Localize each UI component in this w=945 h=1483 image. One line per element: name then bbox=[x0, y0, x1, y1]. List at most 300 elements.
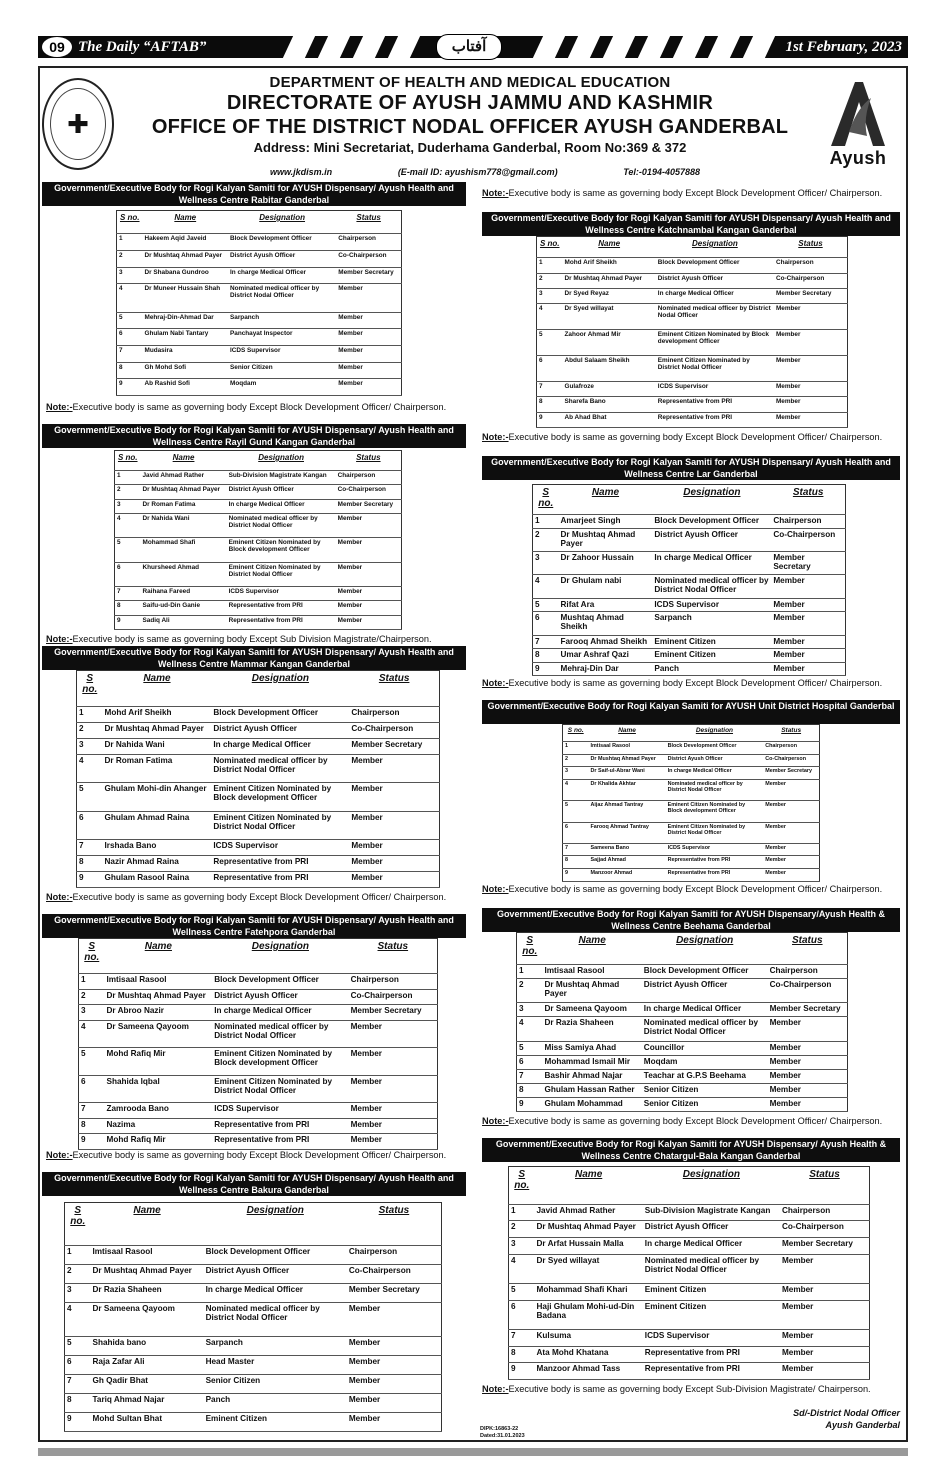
cell-designation: Eminent Citizen Nominated by Block development Officer bbox=[212, 1048, 348, 1075]
table-row bbox=[509, 1346, 870, 1363]
cell-status: Co-Chairperson bbox=[347, 1265, 442, 1284]
cell-designation: Panch bbox=[204, 1393, 347, 1412]
table-row bbox=[517, 1097, 848, 1111]
cell-status: Member Secretary bbox=[349, 739, 439, 755]
cell-designation: Sub-Division Magistrate Kangan bbox=[227, 471, 336, 485]
cell-name: Dr Sameena Qayoom bbox=[91, 1303, 204, 1336]
cell-sno: 8 bbox=[79, 1118, 105, 1134]
cell-status: Member bbox=[780, 1300, 870, 1329]
cell-status: Member bbox=[336, 362, 401, 379]
cell-status: Chairperson bbox=[336, 471, 402, 485]
cell-status: Member bbox=[771, 612, 845, 635]
cell-name: Dr Mushtaq Ahmad Payer bbox=[103, 723, 212, 739]
cell-status: Member bbox=[768, 1055, 848, 1069]
table-row bbox=[517, 1083, 848, 1097]
cell-name: Manzoor Ahmad Tass bbox=[535, 1363, 643, 1380]
cell-name: Sharefa Bano bbox=[563, 397, 656, 412]
cell-status: Member bbox=[780, 1329, 870, 1346]
table-row bbox=[77, 871, 440, 887]
cell-designation: District Ayush Officer bbox=[227, 485, 336, 499]
cell-designation: Eminent Citizen Nominated by Block development Officer bbox=[656, 330, 774, 356]
cell-name: Farooq Ahmad Tantray bbox=[589, 822, 666, 843]
cell-name: Hakeem Aqid Javeid bbox=[143, 234, 229, 251]
cell-name: Aijaz Ahmad Tantray bbox=[589, 801, 666, 822]
column-designation: Designation bbox=[666, 725, 764, 742]
cell-designation: Eminent Citizen Nominated by Block development Officer bbox=[211, 783, 349, 811]
cell-status: Member bbox=[768, 1017, 848, 1042]
table-row bbox=[65, 1284, 442, 1303]
cell-name: Dr Mushtaq Ahmad Payer bbox=[559, 528, 653, 551]
cell-status: Member bbox=[336, 538, 402, 562]
dipr-number: DIPK:16863-22 bbox=[480, 1426, 519, 1432]
cell-name: Mehraj-Din Dar bbox=[559, 662, 653, 675]
table-row bbox=[115, 485, 402, 499]
cell-name: Imtisaal Rasool bbox=[105, 974, 213, 990]
cell-designation: Eminent Citizen Nominated by District Nodal Officer bbox=[666, 822, 764, 843]
cell-name: Dr Mushtaq Ahmad Payer bbox=[105, 989, 213, 1005]
note-label: Note:- bbox=[482, 1384, 509, 1394]
cell-designation: Representative from PRI bbox=[666, 869, 764, 882]
cell-designation: In charge Medical Officer bbox=[204, 1284, 347, 1303]
cell-name: Dr Mushtaq Ahmad Payer bbox=[143, 250, 229, 267]
table-row bbox=[117, 312, 402, 329]
column-name: Name bbox=[559, 485, 653, 515]
cell-sno: 2 bbox=[115, 485, 141, 499]
cell-sno: 7 bbox=[533, 635, 559, 648]
cell-name: Sadiq Ali bbox=[141, 615, 227, 629]
cell-designation: Block Development Officer bbox=[666, 741, 764, 754]
cell-sno: 2 bbox=[537, 273, 563, 288]
cell-name: Mushtaq Ahmad Sheikh bbox=[559, 612, 653, 635]
note-body: Executive body is same as governing body Except Block Development Officer/ Chairperson. bbox=[508, 678, 883, 688]
cell-name: Zahoor Ahmad Mir bbox=[563, 330, 656, 356]
cell-name: Mohd Rafiq Mir bbox=[105, 1134, 213, 1150]
cell-sno: 2 bbox=[533, 528, 559, 551]
cell-name: Mohd Sultan Bhat bbox=[91, 1412, 204, 1431]
table-row bbox=[563, 869, 820, 882]
cell-sno: 1 bbox=[537, 258, 563, 273]
cell-designation: In charge Medical Officer bbox=[228, 267, 336, 284]
cell-designation: Eminent Citizen Nominated by Block development Officer bbox=[666, 801, 764, 822]
column-sno: S no. bbox=[79, 939, 105, 974]
cell-designation: Teachar at G.P.S Beehama bbox=[642, 1069, 768, 1083]
table-row bbox=[537, 330, 848, 356]
cell-name: Javid Ahmad Rather bbox=[535, 1204, 643, 1221]
cell-status: Co-Chairperson bbox=[771, 528, 845, 551]
column-sno: S no. bbox=[509, 1167, 535, 1205]
header-block bbox=[120, 74, 820, 155]
cell-designation: Eminent Citizen Nominated by District Nodal Officer bbox=[227, 562, 336, 586]
cell-status: Member bbox=[336, 587, 402, 601]
note-body: Executive body is same as governing body Except Block Development Officer/ Chairperson. bbox=[508, 884, 883, 894]
column-designation: Designation bbox=[643, 1167, 780, 1205]
email: (E-mail ID: ayushism778@gmail.com) bbox=[397, 167, 558, 177]
cell-name: Dr Razia Shaheen bbox=[91, 1284, 204, 1303]
cell-designation: Nominated medical officer by District Nodal Officer bbox=[643, 1254, 780, 1283]
cell-status: Member bbox=[780, 1254, 870, 1283]
note-body: Executive body is same as governing body Except Sub Division Magistrate/Chairperson. bbox=[72, 634, 432, 644]
table-row bbox=[117, 267, 402, 284]
masthead-stripe bbox=[603, 36, 635, 58]
note-text bbox=[46, 402, 466, 413]
table-header-row bbox=[537, 237, 848, 258]
newspaper-masthead bbox=[38, 36, 908, 58]
cell-status: Co-Chairperson bbox=[349, 989, 438, 1005]
cell-name: Dr Mushtaq Ahmad Payer bbox=[91, 1265, 204, 1284]
section-title: Government/Executive Body for Rogi Kalyan Samiti for AYUSH Unit District Hospital Ganderbal bbox=[482, 700, 900, 724]
cell-designation: District Ayush Officer bbox=[211, 723, 349, 739]
note-text bbox=[46, 892, 466, 903]
cell-status: Member Secretary bbox=[768, 1003, 848, 1017]
cell-designation: Nominated medical officer by District Nodal Officer bbox=[652, 575, 771, 598]
note-label: Note:- bbox=[482, 884, 509, 894]
cell-status: Member bbox=[763, 856, 819, 869]
bottom-rule bbox=[38, 1448, 908, 1456]
committee-table bbox=[114, 450, 402, 630]
cell-name: Gh Qadir Bhat bbox=[91, 1374, 204, 1393]
cell-designation: Eminent Citizen bbox=[204, 1412, 347, 1431]
cell-sno: 9 bbox=[537, 412, 563, 427]
cell-designation: ICDS Supervisor bbox=[211, 839, 349, 855]
cell-designation: In charge Medical Officer bbox=[211, 739, 349, 755]
committee-table bbox=[116, 210, 402, 396]
cell-status: Member bbox=[780, 1346, 870, 1363]
cell-sno: 7 bbox=[117, 345, 143, 362]
cell-status: Member bbox=[349, 1075, 438, 1102]
cell-designation: In charge Medical Officer bbox=[666, 767, 764, 780]
cell-designation: ICDS Supervisor bbox=[652, 598, 771, 611]
committee-table bbox=[78, 938, 438, 1150]
table-row bbox=[563, 767, 820, 780]
cell-status: Chairperson bbox=[349, 707, 439, 723]
cell-status: Member bbox=[768, 1097, 848, 1111]
cell-name: Imtisaal Rasool bbox=[589, 741, 666, 754]
table-row bbox=[533, 612, 846, 635]
table-row bbox=[65, 1303, 442, 1336]
cell-sno: 1 bbox=[115, 471, 141, 485]
cell-designation: Nominated medical officer by District Nodal Officer bbox=[211, 755, 349, 783]
cell-sno: 9 bbox=[563, 869, 589, 882]
cell-sno: 1 bbox=[65, 1245, 91, 1264]
cell-designation: District Ayush Officer bbox=[642, 978, 768, 1003]
cell-name: Dr Roman Fatima bbox=[103, 755, 212, 783]
cell-designation: Senior Citizen bbox=[228, 362, 336, 379]
table-row bbox=[537, 382, 848, 397]
cell-designation: Senior Citizen bbox=[642, 1083, 768, 1097]
cell-sno: 5 bbox=[517, 1041, 543, 1055]
cell-status: Member bbox=[349, 855, 439, 871]
cell-status: Member bbox=[774, 412, 848, 427]
table-row bbox=[65, 1374, 442, 1393]
table-row bbox=[77, 839, 440, 855]
note-text bbox=[482, 188, 898, 199]
table-row bbox=[517, 1017, 848, 1042]
table-row bbox=[115, 499, 402, 513]
section-title: Government/Executive Body for Rogi Kalyan Samiti for AYUSH Dispensary/ Ayush Health and Wellness Centre Fatehpora Ganderbal bbox=[42, 914, 466, 938]
masthead-stripe bbox=[353, 36, 385, 58]
note-label: Note:- bbox=[482, 1116, 509, 1126]
cell-status: Member bbox=[771, 575, 845, 598]
cell-sno: 8 bbox=[509, 1346, 535, 1363]
cell-name: Haji Ghulam Mohi-ud-Din Badana bbox=[535, 1300, 643, 1329]
cell-name: Zamrooda Bano bbox=[105, 1103, 213, 1119]
cell-status: Member bbox=[347, 1355, 442, 1374]
cell-sno: 9 bbox=[117, 379, 143, 396]
cell-sno: 4 bbox=[537, 304, 563, 330]
column-status: Status bbox=[349, 671, 439, 707]
cell-name: Dr Mushtaq Ahmad Payer bbox=[535, 1221, 643, 1238]
cell-status: Co-Chairperson bbox=[336, 485, 402, 499]
cell-designation: Block Development Officer bbox=[204, 1245, 347, 1264]
cell-name: Irshada Bano bbox=[103, 839, 212, 855]
table-row bbox=[563, 822, 820, 843]
newspaper-name: The Daily “AFTAB” bbox=[78, 39, 207, 55]
table-row bbox=[509, 1283, 870, 1300]
section-title: Government/Executive Body for Rogi Kalyan Samiti for AYUSH Dispensary/ Ayush Health and Wellness Centre Mammar Kangan Ganderbal bbox=[42, 646, 466, 670]
section-title: Government/Executive Body for Rogi Kalyan Samiti for AYUSH Dispensary/ Ayush Health and Wellness Centre Lar Ganderbal bbox=[482, 456, 900, 480]
section-title: Government/Executive Body for Rogi Kalyan Samiti for AYUSH Dispensary/ Ayush Health & Wellness Centre Chatargul-Bala Kangan Ganderbal bbox=[482, 1138, 900, 1162]
cell-designation: ICDS Supervisor bbox=[656, 382, 774, 397]
cell-name: Dr Nahida Wani bbox=[141, 513, 227, 537]
cell-status: Member bbox=[349, 783, 439, 811]
cell-status: Member bbox=[768, 1041, 848, 1055]
jk-government-emblem bbox=[42, 78, 114, 170]
column-name: Name bbox=[535, 1167, 643, 1205]
cell-sno: 3 bbox=[115, 499, 141, 513]
cell-designation: In charge Medical Officer bbox=[643, 1237, 780, 1254]
committee-table bbox=[516, 932, 848, 1112]
cell-sno: 9 bbox=[115, 615, 141, 629]
column-name: Name bbox=[103, 671, 212, 707]
cell-designation: Panchayat Inspector bbox=[228, 329, 336, 346]
cell-sno: 1 bbox=[517, 964, 543, 978]
cell-status: Member bbox=[349, 1134, 438, 1150]
cell-designation: District Ayush Officer bbox=[666, 754, 764, 767]
column-designation: Designation bbox=[227, 451, 336, 471]
cell-sno: 9 bbox=[77, 871, 103, 887]
cell-sno: 7 bbox=[517, 1069, 543, 1083]
note-text bbox=[482, 678, 898, 689]
table-row bbox=[117, 345, 402, 362]
cell-designation: Eminent Citizen bbox=[652, 635, 771, 648]
table-row bbox=[509, 1363, 870, 1380]
cell-sno: 6 bbox=[115, 562, 141, 586]
cell-sno: 7 bbox=[79, 1103, 105, 1119]
cell-sno: 6 bbox=[65, 1355, 91, 1374]
cell-designation: Block Development Officer bbox=[228, 234, 336, 251]
column-sno: S no. bbox=[517, 933, 543, 965]
table-row bbox=[115, 538, 402, 562]
signatory-office: Ayush Ganderbal bbox=[825, 1420, 900, 1430]
cell-sno: 1 bbox=[509, 1204, 535, 1221]
table-row bbox=[115, 471, 402, 485]
cell-designation: Panch bbox=[652, 662, 771, 675]
cell-sno: 9 bbox=[517, 1097, 543, 1111]
cell-sno: 7 bbox=[509, 1329, 535, 1346]
table-row bbox=[115, 587, 402, 601]
cell-name: Rifat Ara bbox=[559, 598, 653, 611]
cell-sno: 5 bbox=[77, 783, 103, 811]
cell-status: Member bbox=[347, 1374, 442, 1393]
note-body: Executive body is same as governing body Except Block Development Officer/ Chairperson. bbox=[508, 1116, 883, 1126]
cell-name: Dr Mushtaq Ahmad Payer bbox=[589, 754, 666, 767]
cell-sno: 4 bbox=[115, 513, 141, 537]
website: www.jkdism.in bbox=[270, 167, 333, 177]
cell-name: Ghulam Mohammad bbox=[543, 1097, 642, 1111]
cell-status: Member bbox=[771, 662, 845, 675]
table-row bbox=[79, 1048, 438, 1075]
cell-name: Imtisaal Rasool bbox=[91, 1245, 204, 1264]
cell-sno: 8 bbox=[537, 397, 563, 412]
cell-name: Ghulam Ahmad Raina bbox=[103, 811, 212, 839]
column-name: Name bbox=[143, 211, 229, 234]
cell-status: Chairperson bbox=[347, 1245, 442, 1264]
cell-designation: Representative from PRI bbox=[227, 615, 336, 629]
cell-name: Mudasira bbox=[143, 345, 229, 362]
column-name: Name bbox=[105, 939, 213, 974]
column-name: Name bbox=[543, 933, 642, 965]
column-sno: S no. bbox=[115, 451, 141, 471]
table-row bbox=[79, 989, 438, 1005]
cell-status: Member bbox=[349, 1118, 438, 1134]
table-row bbox=[509, 1254, 870, 1283]
cell-name: Saifu-ud-Din Ganie bbox=[141, 601, 227, 615]
cell-designation: ICDS Supervisor bbox=[212, 1103, 348, 1119]
table-row bbox=[79, 1103, 438, 1119]
column-designation: Designation bbox=[204, 1203, 347, 1246]
table-row bbox=[563, 843, 820, 856]
cell-designation: ICDS Supervisor bbox=[227, 587, 336, 601]
cell-status: Member Secretary bbox=[763, 767, 819, 780]
cell-sno: 3 bbox=[509, 1237, 535, 1254]
column-sno: S no. bbox=[563, 725, 589, 742]
table-row bbox=[533, 515, 846, 528]
cell-sno: 2 bbox=[77, 723, 103, 739]
newspaper-logo: آفتاب bbox=[436, 34, 502, 60]
column-designation: Designation bbox=[211, 671, 349, 707]
cell-sno: 4 bbox=[65, 1303, 91, 1336]
note-label: Note:- bbox=[482, 432, 509, 442]
note-text bbox=[46, 634, 476, 645]
cell-status: Member bbox=[763, 801, 819, 822]
cell-sno: 4 bbox=[117, 284, 143, 312]
table-row bbox=[537, 288, 848, 303]
cell-sno: 2 bbox=[509, 1221, 535, 1238]
table-row bbox=[537, 397, 848, 412]
note-label: Note:- bbox=[482, 188, 509, 198]
table-row bbox=[115, 601, 402, 615]
cell-designation: Nominated medical officer by District Nodal Officer bbox=[227, 513, 336, 537]
cell-sno: 6 bbox=[563, 822, 589, 843]
table-row bbox=[65, 1412, 442, 1431]
cell-sno: 1 bbox=[117, 234, 143, 251]
table-header-row bbox=[65, 1203, 442, 1246]
table-row bbox=[77, 739, 440, 755]
cell-sno: 4 bbox=[517, 1017, 543, 1042]
table-row bbox=[117, 234, 402, 251]
cell-sno: 5 bbox=[65, 1336, 91, 1355]
cell-status: Co-Chairperson bbox=[780, 1221, 870, 1238]
cell-name: Dr Sameena Qayoom bbox=[543, 1003, 642, 1017]
cell-name: Farooq Ahmad Sheikh bbox=[559, 635, 653, 648]
cell-designation: Eminent Citizen bbox=[652, 649, 771, 662]
cell-status: Member bbox=[780, 1283, 870, 1300]
note-body: Executive body is same as governing body Except Block Development Officer/ Chairperson. bbox=[72, 892, 447, 902]
cell-designation: Representative from PRI bbox=[212, 1118, 348, 1134]
cell-name: Ghulam Hassan Rather bbox=[543, 1083, 642, 1097]
cell-designation: District Ayush Officer bbox=[204, 1265, 347, 1284]
cell-designation: Eminent Citizen Nominated by Block development Officer bbox=[227, 538, 336, 562]
ayush-flame-icon bbox=[827, 78, 889, 148]
cell-sno: 5 bbox=[79, 1048, 105, 1075]
cell-sno: 8 bbox=[533, 649, 559, 662]
cell-sno: 7 bbox=[115, 587, 141, 601]
table-row bbox=[79, 1005, 438, 1021]
section-title: Government/Executive Body for Rogi Kalyan Samiti for AYUSH Dispensary/ Ayush Health and Wellness Centre Katchnambal Kangan Ganderbal bbox=[482, 212, 900, 236]
cell-name: Dr Khalida Akhtar bbox=[589, 780, 666, 801]
cell-name: Ab Ahad Bhat bbox=[563, 412, 656, 427]
cell-sno: 1 bbox=[77, 707, 103, 723]
column-sno: S no. bbox=[65, 1203, 91, 1246]
cell-designation: Eminent Citizen bbox=[643, 1300, 780, 1329]
cell-name: Amarjeet Singh bbox=[559, 515, 653, 528]
cell-name: Gulafroze bbox=[563, 382, 656, 397]
cell-status: Member bbox=[347, 1336, 442, 1355]
cell-name: Ata Mohd Khatana bbox=[535, 1346, 643, 1363]
cell-sno: 3 bbox=[533, 552, 559, 575]
cell-name: Ghulam Mohi-din Ahanger bbox=[103, 783, 212, 811]
cell-sno: 6 bbox=[517, 1055, 543, 1069]
cell-status: Member Secretary bbox=[349, 1005, 438, 1021]
cell-sno: 3 bbox=[517, 1003, 543, 1017]
table-row bbox=[517, 1069, 848, 1083]
column-status: Status bbox=[780, 1167, 870, 1205]
cell-name: Ghulam Nabi Tantary bbox=[143, 329, 229, 346]
cell-designation: Representative from PRI bbox=[666, 856, 764, 869]
cell-designation: District Ayush Officer bbox=[643, 1221, 780, 1238]
committee-table bbox=[532, 484, 846, 676]
cell-sno: 5 bbox=[117, 312, 143, 329]
table-row bbox=[115, 615, 402, 629]
cell-status: Member bbox=[336, 562, 402, 586]
cell-sno: 3 bbox=[77, 739, 103, 755]
table-row bbox=[509, 1329, 870, 1346]
table-row bbox=[117, 379, 402, 396]
cell-designation: Representative from PRI bbox=[212, 1134, 348, 1150]
cell-sno: 5 bbox=[537, 330, 563, 356]
table-row bbox=[117, 284, 402, 312]
table-row bbox=[537, 273, 848, 288]
cell-name: Umar Ashraf Qazi bbox=[559, 649, 653, 662]
cell-name: Mohammad Shafi Khari bbox=[535, 1283, 643, 1300]
table-row bbox=[537, 304, 848, 330]
cell-status: Member bbox=[771, 598, 845, 611]
cell-designation: District Ayush Officer bbox=[656, 273, 774, 288]
cell-sno: 4 bbox=[563, 780, 589, 801]
cell-status: Member bbox=[347, 1412, 442, 1431]
cell-status: Member bbox=[349, 811, 439, 839]
cell-designation: ICDS Supervisor bbox=[666, 843, 764, 856]
page-number: 09 bbox=[42, 37, 72, 57]
cell-name: Bashir Ahmad Najar bbox=[543, 1069, 642, 1083]
cell-designation: Councillor bbox=[642, 1041, 768, 1055]
note-body: Executive body is same as governing body Except Block Development Officer/ Chairperson. bbox=[72, 402, 447, 412]
cell-name: Dr Saif-ul-Abrar Wani bbox=[589, 767, 666, 780]
cell-sno: 9 bbox=[509, 1363, 535, 1380]
masthead-stripe bbox=[708, 36, 740, 58]
cell-status: Co-Chairperson bbox=[768, 978, 848, 1003]
cell-name: Dr Syed willayat bbox=[563, 304, 656, 330]
